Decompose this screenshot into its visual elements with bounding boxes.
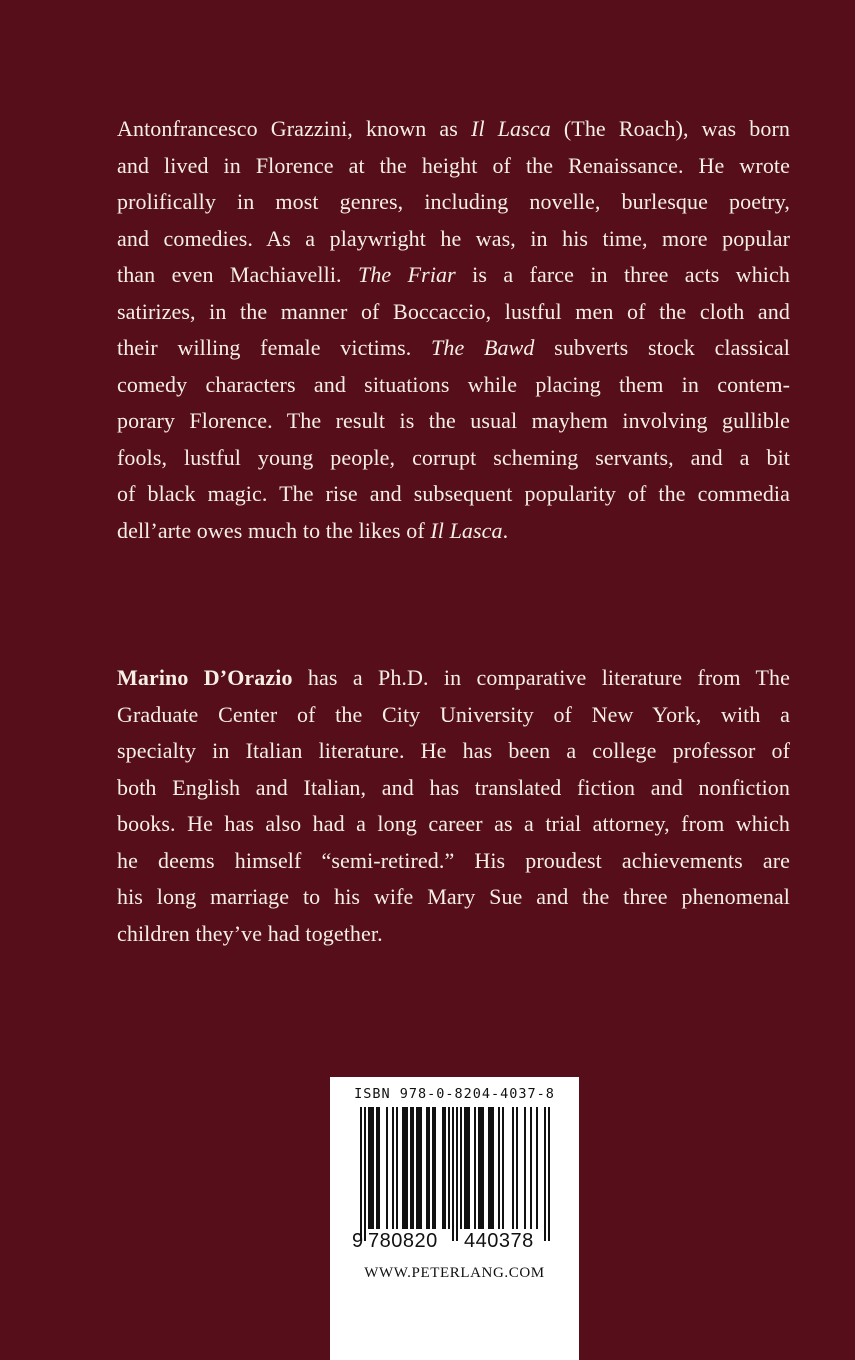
italic-title-text: Il Lasca — [471, 116, 551, 141]
description-line — [117, 184, 790, 221]
barcode-bar — [466, 1107, 468, 1229]
barcode-bar — [412, 1107, 414, 1229]
barcode-bar — [544, 1107, 546, 1241]
text-run: Antonfrancesco Grazzini, known as — [117, 116, 472, 141]
barcode-bar — [392, 1107, 394, 1229]
italic-title-text: The Bawd — [431, 335, 535, 360]
text-run: he deems himself “semi-retired.” His proudest achievements are — [117, 847, 790, 873]
description-line — [117, 440, 790, 477]
barcode-bar — [416, 1107, 418, 1229]
ean-left-digits: 780820 — [368, 1230, 438, 1252]
barcode-bar — [490, 1107, 492, 1229]
barcode-bar — [478, 1107, 480, 1229]
barcode-bar — [432, 1107, 434, 1229]
description-line — [117, 330, 790, 367]
text-run: his long marriage to his wife Mary Sue and the three phenomenal — [117, 884, 790, 909]
text-run: fools, lustful young people, corrupt scheming servants, and a bit — [117, 444, 790, 470]
barcode-bar — [434, 1107, 436, 1229]
barcode-bar — [512, 1107, 514, 1229]
barcode-bar — [402, 1107, 404, 1229]
ean-first-digit: 9 — [352, 1230, 364, 1252]
text-run: prolifically in most genres, including novelle, burlesque poetry, — [117, 189, 790, 214]
text-run: of black magic. The rise and subsequent popularity of the commedia — [117, 481, 790, 506]
barcode-bar — [418, 1107, 420, 1229]
barcode-bar — [488, 1107, 490, 1229]
barcode-bar — [404, 1107, 406, 1229]
barcode-bar — [480, 1107, 482, 1229]
barcode-bar — [386, 1107, 388, 1229]
author-name: Marino D’Orazio — [117, 665, 293, 690]
text-run: has a Ph.D. in comparative literature from The — [292, 665, 790, 690]
text-run: dell’arte owes much to the likes of — [117, 517, 431, 543]
barcode-bar — [370, 1107, 372, 1229]
barcode-bar — [456, 1107, 458, 1241]
author-bio — [117, 660, 790, 952]
barcode-bar — [360, 1107, 362, 1241]
description-line — [117, 367, 790, 404]
barcode-bar — [468, 1107, 470, 1229]
text-run: (The Roach), was born — [550, 116, 790, 141]
text-run: comedy characters and situations while placing them in contem- — [117, 371, 790, 397]
text-run: Graduate Center of the City University of New York, with a — [117, 701, 790, 727]
bio-line — [117, 916, 790, 953]
barcode-bar — [410, 1107, 412, 1229]
barcode-bar — [426, 1107, 428, 1229]
barcode-bar — [444, 1107, 446, 1229]
text-run: than even Machiavelli. — [117, 262, 358, 287]
italic-title-text: The Friar — [357, 262, 456, 287]
barcode-bar — [498, 1107, 500, 1229]
barcode-bar — [420, 1107, 422, 1229]
barcode-bar — [502, 1107, 504, 1229]
barcode-bars — [355, 1107, 555, 1249]
description-line — [117, 111, 790, 148]
text-run: specialty in Italian literature. He has been a college professor of — [117, 738, 790, 763]
text-run: satirizes, in the manner of Boccaccio, lustful men of the cloth and — [117, 298, 790, 324]
barcode-bar — [548, 1107, 550, 1241]
barcode-bar — [530, 1107, 532, 1229]
barcode-bar — [524, 1107, 526, 1229]
text-run: their willing female victims. — [117, 335, 432, 360]
barcode-bar — [536, 1107, 538, 1229]
barcode-bar — [428, 1107, 430, 1229]
ean-right-digits: 440378 — [464, 1230, 534, 1252]
publisher-website: WWW.PETERLANG.COM — [364, 1265, 545, 1281]
barcode-bar — [364, 1107, 366, 1241]
isbn-barcode-panel — [330, 1077, 579, 1360]
barcode-bar — [396, 1107, 398, 1229]
bio-line — [117, 770, 790, 807]
text-run: . — [502, 517, 509, 543]
text-run: both English and Italian, and has translated fiction and nonfiction — [117, 774, 790, 800]
text-run: books. He has also had a long career as a trial attorney, from which — [117, 811, 790, 836]
bio-line — [117, 806, 790, 843]
barcode-bar — [372, 1107, 374, 1229]
bio-line — [117, 660, 790, 697]
text-run: and lived in Florence at the height of the Renaissance. He wrote — [117, 152, 790, 178]
barcode-bar — [464, 1107, 466, 1229]
barcode-bar — [452, 1107, 454, 1241]
bio-line — [117, 843, 790, 880]
bio-line — [117, 697, 790, 734]
barcode-bar — [482, 1107, 484, 1229]
barcode-bar — [406, 1107, 408, 1229]
barcode-bar — [442, 1107, 444, 1229]
barcode-bar — [474, 1107, 476, 1229]
barcode-bar — [448, 1107, 450, 1229]
text-run: is a farce in three acts which — [455, 262, 790, 287]
barcode-bar — [368, 1107, 370, 1229]
description-line — [117, 148, 790, 185]
description-line — [117, 257, 790, 294]
barcode-bar — [460, 1107, 462, 1229]
description-line — [117, 403, 790, 440]
barcode-bar — [376, 1107, 378, 1229]
description-line — [117, 294, 790, 331]
barcode-bar — [378, 1107, 380, 1229]
text-run: children they’ve had together. — [117, 920, 383, 946]
barcode-bar — [492, 1107, 494, 1229]
bio-line — [117, 733, 790, 770]
bio-line — [117, 879, 790, 916]
text-run: porary Florence. The result is the usual mayhem involving gullible — [117, 408, 790, 433]
italic-title-text: Il Lasca — [430, 517, 503, 543]
description-line — [117, 513, 790, 550]
barcode-bar — [516, 1107, 518, 1229]
description-line — [117, 476, 790, 513]
text-run: and comedies. As a playwright he was, in his time, more popular — [117, 225, 790, 251]
text-run: subverts stock classical — [534, 335, 790, 360]
description-line — [117, 221, 790, 258]
book-description — [117, 111, 790, 549]
isbn-label: ISBN 978-0-8204-4037-8 — [354, 1086, 555, 1102]
